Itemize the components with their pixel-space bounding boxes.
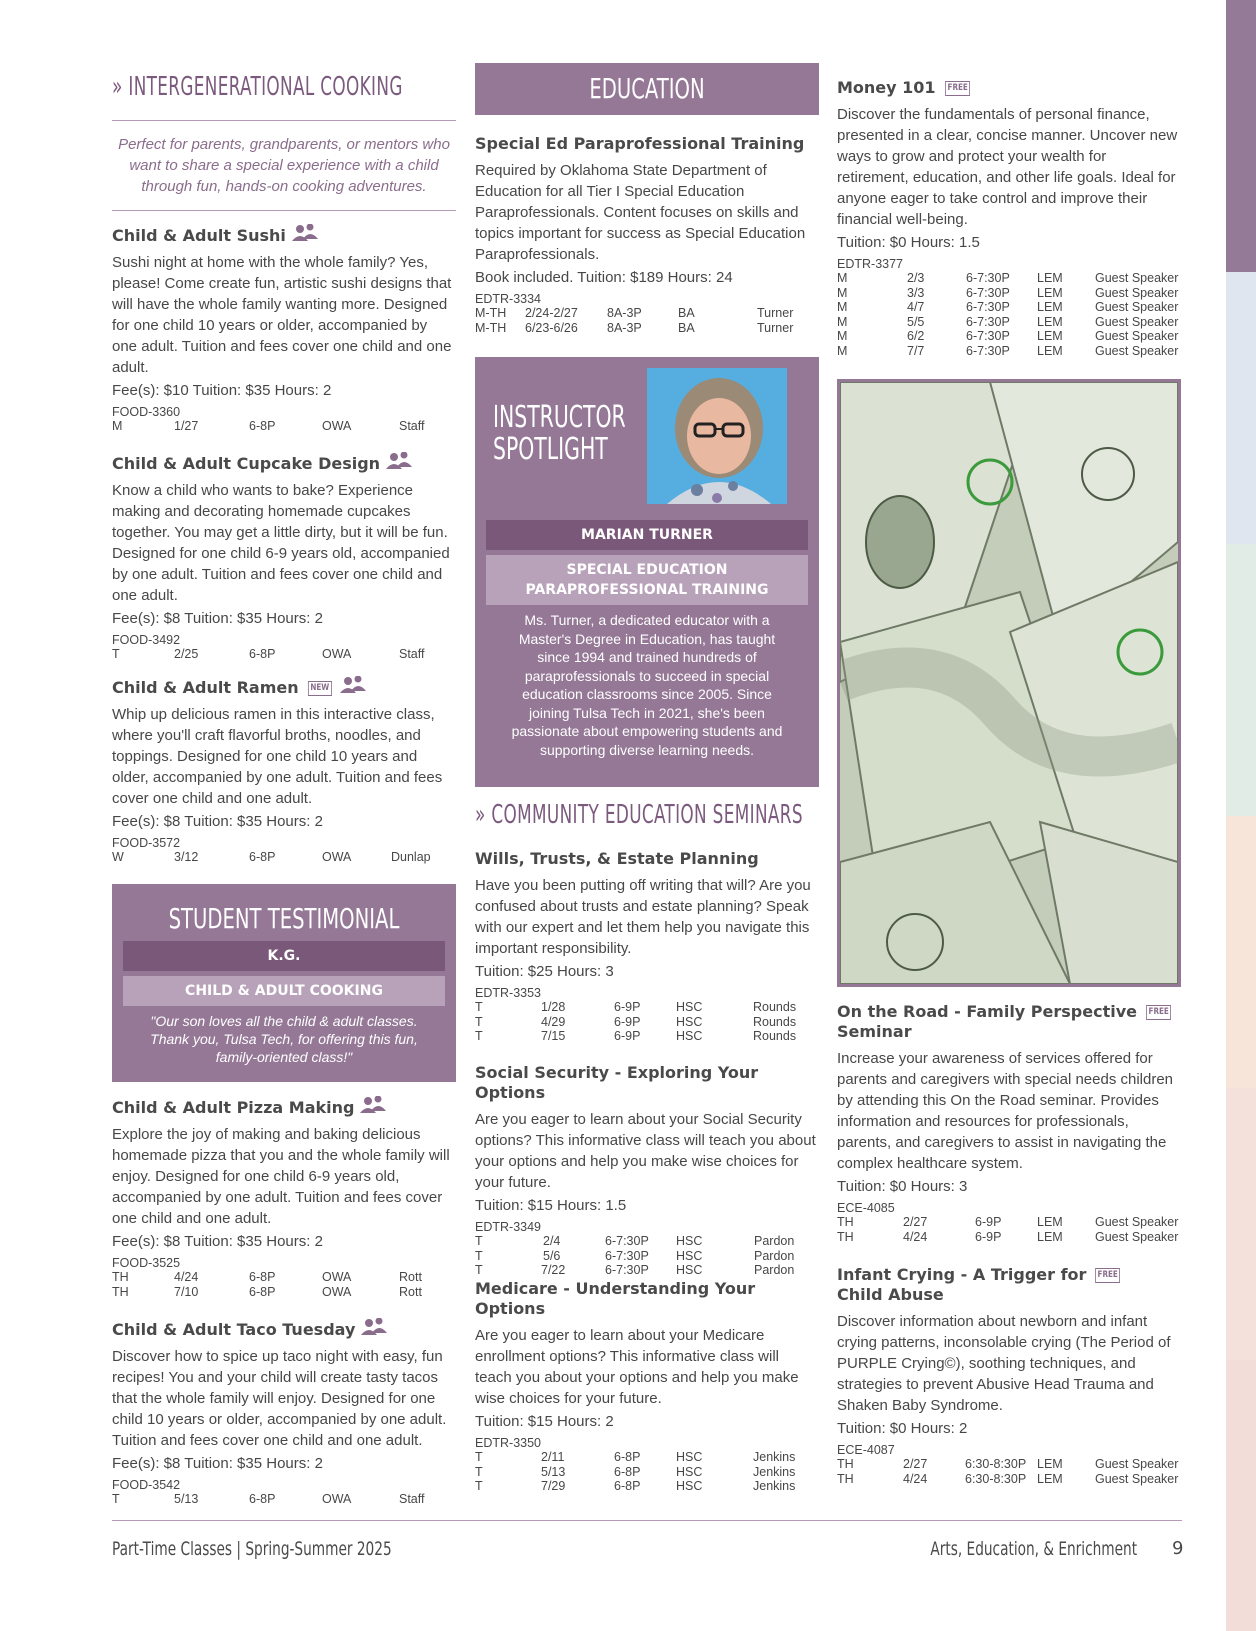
footer-divider [112, 1520, 1182, 1521]
testimonial-title: STUDENT TESTIMONIAL [168, 902, 400, 935]
course-tuition: Tuition: $25 Hours: 3 [475, 963, 614, 980]
course-special-ed [475, 134, 819, 335]
course-description: Know a child who wants to bake? Experience making and decorating homemade cupcakes together. You may get a little dirty, but it will be fun. Designed for one child 6-9 years old, accompanied by one adult. Tuition and fees cover one child and one adult. [112, 482, 450, 604]
people-icon [359, 1096, 387, 1114]
section-title-cooking: » INTERGENERATIONAL COOKING [112, 72, 403, 102]
course-description: Required by Oklahoma State Department of Education for all Tier I Special Education Paraprofessionals. Content focuses on skills and topics important for success as Special Education Paraprofessionals. [475, 162, 806, 263]
course-title: Child & Adult Taco Tuesday [112, 1318, 456, 1340]
testimonial-name: K.G. [123, 941, 445, 971]
education-title: EDUCATION [589, 72, 705, 105]
course-tuition: Tuition: $0 Hours: 3 [837, 1178, 968, 1195]
schedule-row: T 2/25 6-8P OWA Staff [112, 647, 425, 661]
schedule-row: TH 4/24 6:30-8:30P LEM Guest Speaker [837, 1471, 1179, 1486]
course-description: Discover how to spice up taco night with easy, fun recipes! You and your child will create tasty tacos that the whole family will enjoy. Designed for one child 10 years or older, accompanied by one adult. Tuition and fees cover one child and one adult. [112, 1348, 447, 1449]
course-code: ECE-4087 [837, 1443, 895, 1457]
education-header [475, 63, 819, 115]
instructor-photo [647, 368, 787, 504]
schedule-row: W 3/12 6-8P OWA Dunlap [112, 850, 431, 864]
schedule-row: T 5/13 6-8P OWA Staff [112, 1492, 425, 1506]
schedule-row: TH 4/24 6-9P LEM Guest Speaker [837, 1229, 1179, 1244]
course-description: Discover information about newborn and infant crying patterns, inconsolable crying (The Period of PURPLE Crying©), soothing techniques, and strategies to prevent Abusive Head Trauma and Shaken Baby Syndrome. [837, 1313, 1171, 1414]
page-number: 9 [1172, 1538, 1184, 1559]
schedule-row: M 3/3 6-7:30P LEM Guest Speaker [837, 285, 1179, 300]
course-code: FOOD-3360 [112, 405, 181, 419]
spotlight-title: INSTRUCTOR SPOTLIGHT [493, 400, 626, 467]
course-description: Increase your awareness of services offered for parents and caregivers with special needs children by attending this On the Road seminar. Provides information and resources for professionals, parents, and caregivers to assist in navigating the complex healthcare system. [837, 1050, 1174, 1172]
schedule-row: T 7/15 6-9P HSC Rounds [475, 1029, 797, 1043]
divider [112, 120, 456, 121]
footer-left: Part-Time Classes | Spring-Summer 2025 [112, 1538, 392, 1560]
schedule-row: T 2/11 6-8P HSC Jenkins [475, 1450, 796, 1464]
people-icon [339, 676, 367, 694]
course-infant-crying [837, 1265, 1181, 1486]
course-code: EDTR-3350 [475, 1436, 541, 1450]
course-tuition: Tuition: $15 Hours: 2 [475, 1413, 614, 1430]
schedule-row: T 1/28 6-9P HSC Rounds [475, 1000, 797, 1014]
course-code: EDTR-3349 [475, 1220, 541, 1234]
schedule-row: M-TH 6/23-6/26 8A-3P BA Turner [475, 320, 794, 335]
course-title: Medicare - Understanding Your Options [475, 1279, 756, 1318]
course-tuition: Tuition: $0 Hours: 1.5 [837, 234, 980, 251]
course-tuition: Fee(s): $10 Tuition: $35 Hours: 2 [112, 382, 332, 399]
schedule-row: TH 2/27 6-9P LEM Guest Speaker [837, 1215, 1179, 1229]
course-description: Are you eager to learn about your Medicare enrollment options? This informative class will teach you about your options and help you make wise choices for your future. [475, 1327, 799, 1407]
course-code: FOOD-3542 [112, 1478, 181, 1492]
course-tuition: Fee(s): $8 Tuition: $35 Hours: 2 [112, 1233, 323, 1250]
tab-strip-4 [1226, 816, 1256, 1088]
section-color-tabs [1226, 0, 1256, 1631]
course-tuition: Tuition: $15 Hours: 1.5 [475, 1197, 627, 1214]
course-tuition: Tuition: $0 Hours: 2 [837, 1420, 968, 1437]
schedule-row: M 6/2 6-7:30P LEM Guest Speaker [837, 329, 1179, 343]
course-description: Have you been putting off writing that will? Are you confused about trusts and estate planning? Speak with our expert and let them help you navigate this important responsibility. [475, 877, 811, 957]
course-tuition: Book included. Tuition: $189 Hours: 24 [475, 269, 733, 286]
course-social-security [475, 1063, 819, 1278]
course-code: FOOD-3572 [112, 836, 181, 850]
course-code: EDTR-3334 [475, 292, 541, 306]
section-intro: Perfect for parents, grandparents, or mentors who want to share a special experience with a child through fun, hands-on cooking adventures. [118, 136, 450, 195]
course-title: Child & Adult Cupcake Design [112, 452, 456, 474]
course-ramen [112, 676, 456, 865]
course-title: On the Road - Family Perspective FREE Seminar [837, 1002, 1181, 1042]
course-title: Social Security - Exploring Your Options [475, 1063, 759, 1102]
tab-strip-5 [1226, 1088, 1256, 1360]
course-title: Special Ed Paraprofessional Training [475, 134, 805, 153]
testimonial-quote: "Our son loves all the child & adult classes. Thank you, Tulsa Tech, for offering this fun, family-oriented class!" [150, 1013, 418, 1065]
section-title-seminars: » COMMUNITY EDUCATION SEMINARS [475, 800, 803, 830]
course-title: Wills, Trusts, & Estate Planning [475, 849, 759, 868]
course-medicare [475, 1279, 819, 1494]
schedule-row: M 7/7 6-7:30P LEM Guest Speaker [837, 343, 1179, 358]
schedule-row: T 5/13 6-8P HSC Jenkins [475, 1464, 796, 1479]
course-sushi [112, 224, 456, 434]
tab-strip-1 [1226, 0, 1256, 272]
course-cupcake [112, 452, 456, 662]
course-code: FOOD-3492 [112, 633, 181, 647]
tab-strip-2 [1226, 272, 1256, 544]
course-title: Child & Adult Pizza Making [112, 1096, 456, 1118]
course-description: Discover the fundamentals of personal finance, presented in a clear, concise manner. Uncover new ways to grow and protect your wealth for retirement, education, and other life goals. Ideal for anyone eager to take control and improve their financial well-being. [837, 106, 1178, 228]
student-testimonial-box [112, 884, 456, 1082]
course-tuition: Fee(s): $8 Tuition: $35 Hours: 2 [112, 610, 323, 627]
course-pizza [112, 1096, 456, 1299]
course-code: EDTR-3353 [475, 986, 541, 1000]
course-description: Explore the joy of making and baking delicious homemade pizza that you and the whole family will enjoy. Designed for one child 6-9 years old, accompanied by one adult. Tuition and fees cover one child and one adult. [112, 1126, 450, 1227]
course-taco [112, 1318, 456, 1507]
schedule-row: T 7/22 6-7:30P HSC Pardon [475, 1263, 795, 1277]
schedule-row: M 4/7 6-7:30P LEM Guest Speaker [837, 300, 1179, 314]
schedule-row: T 7/29 6-8P HSC Jenkins [475, 1479, 796, 1493]
instructor-name: MARIAN TURNER [486, 520, 808, 550]
new-badge: NEW [308, 681, 332, 696]
course-wills [475, 849, 819, 1044]
money-photo [837, 379, 1181, 987]
course-title: Child & Adult Sushi [112, 224, 456, 246]
course-title: Money 101 FREE [837, 78, 1181, 98]
course-on-the-road [837, 1002, 1181, 1244]
people-icon [360, 1318, 388, 1336]
free-badge: FREE [945, 81, 970, 96]
course-title: Infant Crying - A Trigger for FREE Child Abuse [837, 1265, 1181, 1305]
schedule-row: M 2/3 6-7:30P LEM Guest Speaker [837, 271, 1179, 285]
instructor-program: SPECIAL EDUCATION PARAPROFESSIONAL TRAINING [486, 555, 808, 605]
schedule-row: T 4/29 6-9P HSC Rounds [475, 1014, 797, 1029]
course-code: ECE-4085 [837, 1201, 895, 1215]
free-badge: FREE [1096, 1268, 1121, 1283]
people-icon [385, 452, 413, 470]
schedule-row: T 2/4 6-7:30P HSC Pardon [475, 1234, 795, 1248]
schedule-row: TH 2/27 6:30-8:30P LEM Guest Speaker [837, 1457, 1179, 1471]
tab-strip-6 [1226, 1360, 1256, 1631]
course-description: Are you eager to learn about your Social Security options? This informative class will teach you about your options and help you make wise choices for your future. [475, 1111, 816, 1191]
schedule-row: TH 4/24 6-8P OWA Rott [112, 1270, 422, 1284]
schedule-row: M-TH 2/24-2/27 8A-3P BA Turner [475, 306, 794, 320]
divider [112, 210, 456, 211]
tab-strip-3 [1226, 544, 1256, 816]
instructor-spotlight-box [475, 357, 819, 787]
course-description: Sushi night at home with the whole family? Yes, please! Come create fun, artistic sushi designs that will have the whole family wanting more. Designed for one child 10 years or older, accompanied by one adult. Tuition and fees cover one child and one adult. [112, 254, 452, 376]
course-code: FOOD-3525 [112, 1256, 181, 1270]
schedule-row: M 5/5 6-7:30P LEM Guest Speaker [837, 314, 1179, 329]
schedule-row: T 5/6 6-7:30P HSC Pardon [475, 1248, 795, 1263]
course-tuition: Fee(s): $8 Tuition: $35 Hours: 2 [112, 1455, 323, 1472]
course-code: EDTR-3377 [837, 257, 903, 271]
footer-right: Arts, Education, & Enrichment [930, 1538, 1137, 1560]
schedule-row: TH 7/10 6-8P OWA Rott [112, 1284, 422, 1299]
schedule-row: M 1/27 6-8P OWA Staff [112, 419, 425, 433]
course-money-101 [837, 78, 1181, 358]
course-description: Whip up delicious ramen in this interactive class, where you'll craft flavorful broths, noodles, and toppings. Designed for one child 10 years and older, accompanied by one adult. Tuition and fees cover one child and one adult. [112, 706, 443, 807]
course-tuition: Fee(s): $8 Tuition: $35 Hours: 2 [112, 813, 323, 830]
people-icon [291, 224, 319, 242]
free-badge: FREE [1146, 1005, 1171, 1020]
instructor-bio: Ms. Turner, a dedicated educator with a Master's Degree in Education, has taught since 1994 and trained hundreds of paraprofessionals to succeed in special education classrooms since 2005. Since joining Tulsa Tech in 2021, she's been passionate about empowering students and supporting diverse learning needs. [511, 612, 783, 758]
testimonial-course: CHILD & ADULT COOKING [123, 976, 445, 1006]
course-title: Child & Adult Ramen NEW [112, 676, 456, 698]
